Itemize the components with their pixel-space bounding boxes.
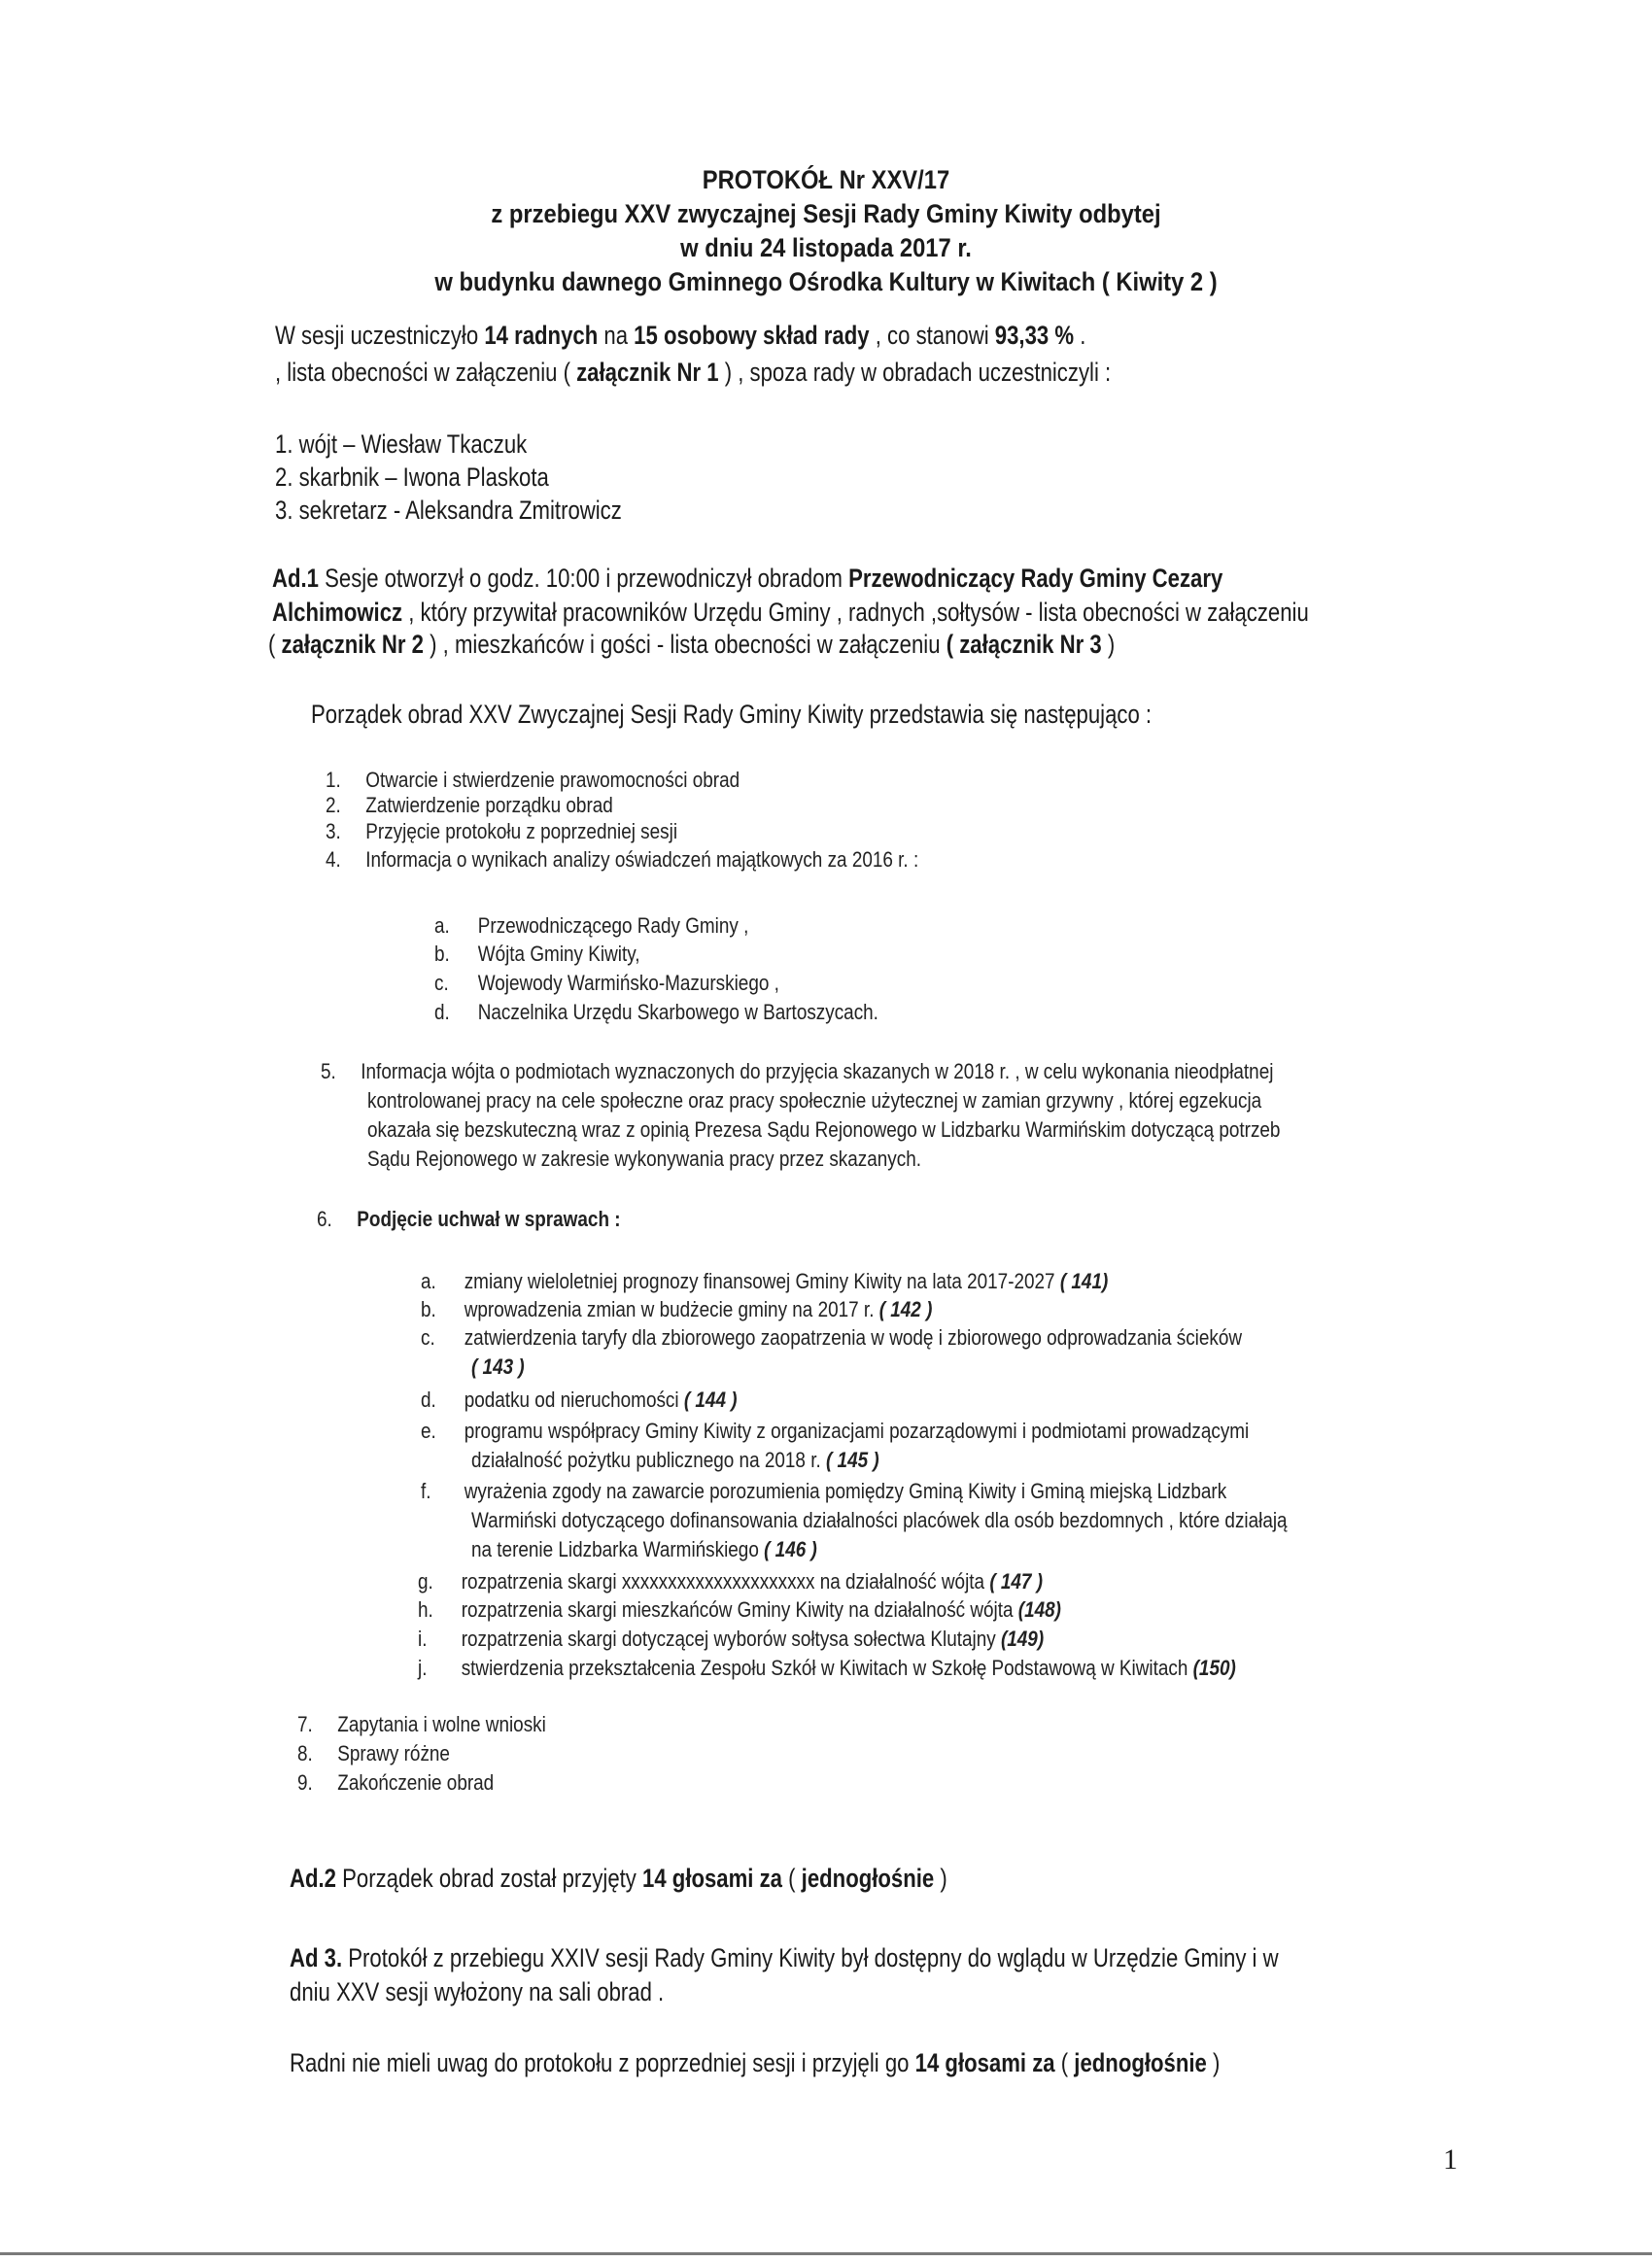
guest-item: 2. skarbnik – Iwona Plaskota (275, 463, 549, 492)
item-letter: d. (421, 1388, 436, 1412)
text: ) (934, 1864, 947, 1893)
item-letter: a. (434, 913, 450, 938)
text: ) , mieszkańców i gości - lista obecności w załączeniu (423, 630, 946, 659)
resolution-number: ( 143 ) (471, 1354, 525, 1379)
item-text-continued: kontrolowanej pracy na cele społeczne oraz pracy społecznie użytecznej w zamian grzywny , której egzekucja (367, 1088, 1262, 1113)
item-letter: c. (421, 1325, 435, 1350)
item-number: 1. (326, 768, 341, 792)
agenda-item (326, 793, 613, 818)
item-text: Otwarcie i stwierdzenie prawomocności obrad (365, 768, 740, 792)
item-number: 4. (326, 847, 341, 872)
resolution-number: ( 146 ) (764, 1537, 817, 1561)
agenda-item (297, 1770, 494, 1796)
attachment-ref: ( załącznik Nr 3 (946, 630, 1102, 659)
item-text: wprowadzenia zmian w budżecie gminy na 2017 r. (464, 1297, 879, 1321)
resolution-item (421, 1388, 738, 1413)
resolution-item-continued (471, 1508, 1288, 1533)
item-text: zmiany wieloletniej prognozy finansowej Gminy Kiwity na lata 2017-2027 (464, 1269, 1060, 1293)
ad3-line-2: dniu XXV sesji wyłożony na sali obrad . (290, 1977, 665, 2006)
item-number: 3. (326, 819, 341, 843)
section-label: Ad 3. (290, 1943, 343, 1972)
resolution-number: ( 144 ) (683, 1388, 738, 1412)
text: Porządek obrad został przyjęty (335, 1864, 643, 1893)
item-letter: b. (434, 942, 450, 966)
text: W sesji uczestniczyło (275, 321, 485, 350)
ad1-line-2 (272, 598, 1309, 628)
text: Radni nie mieli uwag do protokołu z poprzedniej sesji i przyjęli go (290, 2048, 915, 2077)
item-text: Warmiński dotyczącego dofinansowania działalności placówek dla osób bezdomnych , które działają (471, 1508, 1288, 1532)
agenda-item (326, 847, 918, 873)
vote-result: jednogłośnie (801, 1864, 935, 1893)
item-number: 2. (326, 793, 341, 817)
ad3-line-1 (290, 1943, 1279, 1973)
text: , który przywitał pracowników Urzędu Gminy , radnych ,sołtysów - lista obecności w załączeniu (402, 598, 1309, 627)
attachment-ref: załącznik Nr 1 (576, 358, 719, 387)
item-text: Zapytania i wolne wnioski (337, 1712, 546, 1736)
agenda-item (297, 1712, 546, 1737)
item-text: Zakończenie obrad (337, 1770, 495, 1795)
item-number: 6. (317, 1207, 332, 1231)
protocol-subtitle-location: w budynku dawnego Gminnego Ośrodka Kultury w Kiwitach ( Kiwity 2 ) (434, 267, 1218, 296)
resolution-item (421, 1269, 1108, 1294)
resolution-number: (148) (1017, 1597, 1061, 1622)
item-text: Wojewody Warmińsko-Mazurskiego , (477, 971, 779, 995)
vote-count: 14 głosami za (642, 1864, 783, 1893)
text: , co stanowi (869, 321, 995, 350)
resolution-item-continued (471, 1537, 817, 1562)
ad1-line-3 (268, 630, 1115, 660)
agenda-item (326, 819, 677, 844)
item-letter: d. (434, 1000, 450, 1024)
text: . (1074, 321, 1086, 350)
attendance-line-1 (275, 321, 1085, 351)
item-number: 8. (297, 1741, 313, 1765)
agenda-item-6 (317, 1207, 621, 1232)
item-letter: h. (418, 1597, 433, 1622)
item-letter: b. (421, 1297, 436, 1321)
guest-item: 1. wójt – Wiesław Tkaczuk (275, 429, 528, 459)
resolution-item (421, 1297, 932, 1322)
vote-count: 14 głosami za (914, 2048, 1055, 2077)
vote-result: jednogłośnie (1074, 2048, 1207, 2077)
resolution-number: ( 142 ) (878, 1297, 933, 1321)
resolution-item (418, 1656, 1236, 1681)
attachment-ref: załącznik Nr 2 (281, 630, 424, 659)
item-text: Sprawy różne (337, 1741, 450, 1765)
resolution-item (418, 1627, 1044, 1652)
protocol-subtitle-date: w dniu 24 listopada 2017 r. (680, 233, 972, 262)
resolution-number: ( 145 ) (825, 1448, 879, 1472)
agenda-subitem (434, 1000, 878, 1025)
ad3-line-3 (290, 2048, 1220, 2078)
ad1-line-1 (272, 564, 1222, 594)
agenda-item (297, 1741, 450, 1766)
item-text-continued: okazała się bezskuteczną wraz z opinią Prezesa Sądu Rejonowego w Lidzbarku Warmińskim dotyczącą potrzeb (367, 1117, 1281, 1142)
resolution-number: (150) (1192, 1656, 1236, 1680)
item-letter: e. (421, 1419, 436, 1443)
item-text-continued: Sądu Rejonowego w zakresie wykonywania pracy przez skazanych. (367, 1147, 921, 1171)
resolution-number: ( 147 ) (989, 1569, 1044, 1594)
attendance-line-2 (275, 358, 1111, 388)
agenda-item-5 (321, 1059, 1273, 1084)
item-text: rozpatrzenia skargi dotyczącej wyborów sołtysa sołectwa Klutajny (461, 1627, 1001, 1651)
item-text: Naczelnika Urzędu Skarbowego w Bartoszycach. (477, 1000, 878, 1024)
item-text: Wójta Gminy Kiwity, (477, 942, 640, 966)
text: ) (1206, 2048, 1221, 2077)
item-text: rozpatrzenia skargi xxxxxxxxxxxxxxxxxxxxx na działalność wójta (461, 1569, 990, 1594)
item-text: podatku od nieruchomości (464, 1388, 684, 1412)
resolution-item (418, 1597, 1061, 1623)
item-text: Przyjęcie protokołu z poprzedniej sesji (365, 819, 678, 843)
resolution-item (421, 1419, 1249, 1444)
item-letter: c. (434, 971, 449, 995)
attendance-percent: 93,33 % (994, 321, 1075, 350)
page-number: 1 (1443, 2143, 1458, 2176)
item-text: rozpatrzenia skargi mieszkańców Gminy Kiwity na działalność wójta (461, 1597, 1018, 1622)
scan-edge-line (0, 2252, 1652, 2255)
resolution-item (421, 1325, 1242, 1351)
item-text: Przewodniczącego Rady Gminy , (477, 913, 749, 938)
agenda-intro: Porządek obrad XXV Zwyczajnej Sesji Rady Gminy Kiwity przedstawia się następująco : (311, 700, 1153, 729)
item-number: 7. (297, 1712, 313, 1736)
item-text: Podjęcie uchwał w sprawach : (357, 1207, 621, 1231)
agenda-subitem (434, 971, 779, 996)
item-text: wyrażenia zgody na zawarcie porozumienia pomiędzy Gminą Kiwity i Gminą miejską Lidzbark (464, 1479, 1227, 1503)
item-text: programu współpracy Gminy Kiwity z organizacjami pozarządowymi i podmiotami prowadzącymi (464, 1419, 1250, 1443)
resolution-item-continued (471, 1448, 879, 1473)
protocol-subtitle-session: z przebiegu XXV zwyczajnej Sesji Rady Gminy Kiwity odbytej (491, 199, 1161, 228)
item-text: Zatwierdzenie porządku obrad (365, 793, 613, 817)
item-number: 5. (321, 1059, 336, 1083)
item-text: zatwierdzenia taryfy dla zbiorowego zaopatrzenia w wodę i zbiorowego odprowadzania ścieków (464, 1325, 1243, 1350)
section-label: Ad.1 (272, 564, 319, 593)
text: , lista obecności w załączeniu ( (275, 358, 577, 387)
chairman-name: Przewodniczący Rady Gminy Cezary (848, 564, 1223, 593)
text: ( (268, 630, 282, 659)
agenda-subitem (434, 913, 748, 939)
guest-item: 3. sekretarz - Aleksandra Zmitrowicz (275, 496, 622, 525)
councillors-count: 14 radnych (484, 321, 599, 350)
text: Protokół z przebiegu XXIV sesji Rady Gminy Kiwity był dostępny do wglądu w Urzędzie Gminy i w (342, 1943, 1279, 1972)
agenda-item (326, 768, 740, 793)
item-letter: i. (418, 1627, 428, 1651)
section-label: Ad.2 (290, 1864, 336, 1893)
text: ) , spoza rady w obradach uczestniczyli : (718, 358, 1112, 387)
protocol-title: PROTOKÓŁ Nr XXV/17 (702, 165, 950, 194)
council-size: 15 osobowy skład rady (634, 321, 870, 350)
text: ( (782, 1864, 802, 1893)
text: ( (1054, 2048, 1075, 2077)
resolution-item-continued (471, 1354, 525, 1380)
item-text: działalność pożytku publicznego na 2018 r. (471, 1448, 826, 1472)
item-text: Informacja wójta o podmiotach wyznaczonych do przyjęcia skazanych w 2018 r. , w celu wykonania nieodpłatnej (361, 1059, 1274, 1083)
chairman-surname: Alchimowicz (272, 598, 403, 627)
item-text: stwierdzenia przekształcenia Zespołu Szkół w Kiwitach w Szkołę Podstawową w Kiwitach (461, 1656, 1193, 1680)
item-letter: a. (421, 1269, 436, 1293)
item-text: Informacja o wynikach analizy oświadczeń majątkowych za 2016 r. : (365, 847, 919, 872)
item-letter: j. (418, 1656, 428, 1680)
text: na (598, 321, 635, 350)
resolution-item (421, 1479, 1226, 1504)
ad2-paragraph (290, 1864, 947, 1894)
text: ) (1101, 630, 1116, 659)
item-letter: g. (418, 1569, 433, 1594)
resolution-item (418, 1569, 1043, 1594)
item-letter: f. (421, 1479, 431, 1503)
item-number: 9. (297, 1770, 313, 1795)
agenda-subitem (434, 942, 640, 967)
resolution-number: ( 141) (1059, 1269, 1109, 1293)
resolution-number: (149) (1000, 1627, 1045, 1651)
text: Sesje otworzył o godz. 10:00 i przewodniczył obradom (318, 564, 849, 593)
item-text: na terenie Lidzbarka Warmińskiego (471, 1537, 765, 1561)
